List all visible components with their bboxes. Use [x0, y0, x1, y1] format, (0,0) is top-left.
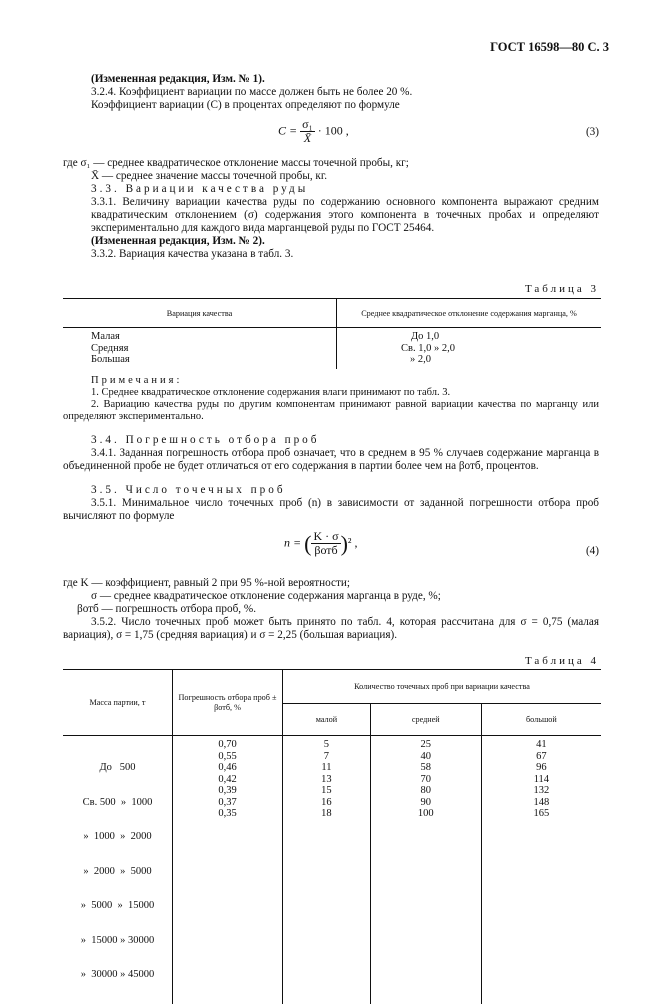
revision-note-2: (Измененная редакция, Изм. № 2).	[91, 235, 265, 247]
note-2: 2. Вариацию качества руды по другим компонентам принимают равной вариации качества по марганцу или определяют экспериментально.	[63, 399, 599, 422]
table4-col-low: 5 7 11 13 15 16 18	[283, 736, 371, 1004]
table3-col-deviation: До 1,0 Св. 1,0 » 2,0 » 2,0	[401, 331, 455, 365]
formula-3: C = $\frac{\text{σ₁}}{X̄}$ · 100 ,	[278, 117, 349, 145]
clause-3-5-1: 3.5.1. Минимальное число точечных проб (n) в зависимости от заданной погрешности отбора проб вычисляют по формуле	[63, 497, 599, 522]
table3-header-variation: Вариация качества	[63, 299, 337, 328]
clause-formula-intro: Коэффициент вариации (C) в процентах определяют по формуле	[91, 99, 400, 111]
table4-header-high: большой	[481, 704, 601, 736]
table4-col-medium: 25 40 58 70 80 90 100	[370, 736, 481, 1004]
clause-3-5-2: 3.5.2. Число точечных проб может быть принято по табл. 4, которая рассчитана для σ = 0,75 (малая вариация), σ = 1,75 (средняя вариация) и σ = 2,25 (большая вариация).	[63, 616, 599, 641]
table4-header-mass: Масса партии, т	[63, 670, 173, 736]
notes-title: Примечания:	[91, 375, 183, 386]
table4-col-error: 0,70 0,55 0,46 0,42 0,39 0,37 0,35	[173, 736, 283, 1004]
table4-col-mass: До 500 Св. 500 » 1000 » 1000 » 2000 » 2000 » 5000 » 5000 » 15000 » 15000 » 30000 » 30000 » 45000	[63, 736, 173, 1004]
formula-3-where-1: где σ₁ — среднее квадратическое отклонение массы точечной пробы, кг;	[63, 157, 409, 169]
table3-col-variation: Малая Средняя Большая	[63, 328, 337, 370]
table4-col-high: 41 67 96 114 132 148 165	[533, 739, 550, 819]
table-4	[63, 669, 601, 1004]
formula-3-where-2: X̄ — среднее значение массы точечной пробы, кг.	[91, 170, 327, 182]
formula-4-where-3: βотб — погрешность отбора проб, %.	[77, 603, 257, 615]
table4-header-count: Количество точечных проб при вариации качества	[283, 670, 602, 704]
table-3	[63, 298, 601, 369]
table3-header-deviation: Среднее квадратическое отклонение содержания марганца, %	[337, 299, 602, 328]
clause-3-3-2: 3.3.2. Вариация качества указана в табл. 3.	[91, 248, 294, 260]
clause-3-2-4: 3.2.4. Коэффициент вариации по массе должен быть не более 20 %.	[91, 86, 413, 98]
table-row	[63, 328, 601, 370]
table3-caption: Таблица 3	[524, 283, 599, 295]
formula-4-where-2: σ — среднее квадратическое отклонение содержания марганца в руде, %;	[91, 590, 441, 602]
table4-header-medium: средней	[370, 704, 481, 736]
equation-number-4: (4)	[585, 545, 599, 557]
table4-caption: Таблица 4	[524, 655, 599, 667]
note-1: 1. Среднее квадратическое отклонение содержания влаги принимают по табл. 3.	[91, 387, 451, 398]
formula-4: n = ( $\frac{K \cdot \sigma}{\text{βотб}}$ )² ,	[284, 529, 358, 557]
revision-note-1: (Измененная редакция, Изм. № 1).	[91, 73, 265, 85]
clause-3-3-1: 3.3.1. Величину вариации качества руды по содержанию основного компонента выражают средним квадратическим отклонением (σ) содержания этого компонента в точечных пробах и определяют экспериментально для каждого вида марганцевой руды по ГОСТ 25464.	[91, 196, 599, 234]
formula-4-where-1: где K — коэффициент, равный 2 при 95 %-ной вероятности;	[63, 577, 350, 589]
equation-number-3: (3)	[585, 126, 599, 138]
page-header: ГОСТ 16598—80 С. 3	[490, 40, 609, 54]
section-3-5-title: 3.5. Число точечных проб	[91, 484, 286, 496]
clause-3-4-1: 3.4.1. Заданная погрешность отбора проб означает, что в среднем в 95 % случаев содержание марганца в объединенной пробе не будет отличаться от его содержания в партии более чем на βотб, процентов.	[63, 447, 599, 472]
section-3-3-title: 3.3. Вариации качества руды	[91, 183, 309, 195]
table-row	[63, 736, 601, 1004]
table4-header-error: Погрешность отбора проб ± βотб, %	[173, 670, 283, 736]
section-3-4-title: 3.4. Погрешность отбора проб	[91, 434, 320, 446]
table4-header-low: малой	[283, 704, 371, 736]
